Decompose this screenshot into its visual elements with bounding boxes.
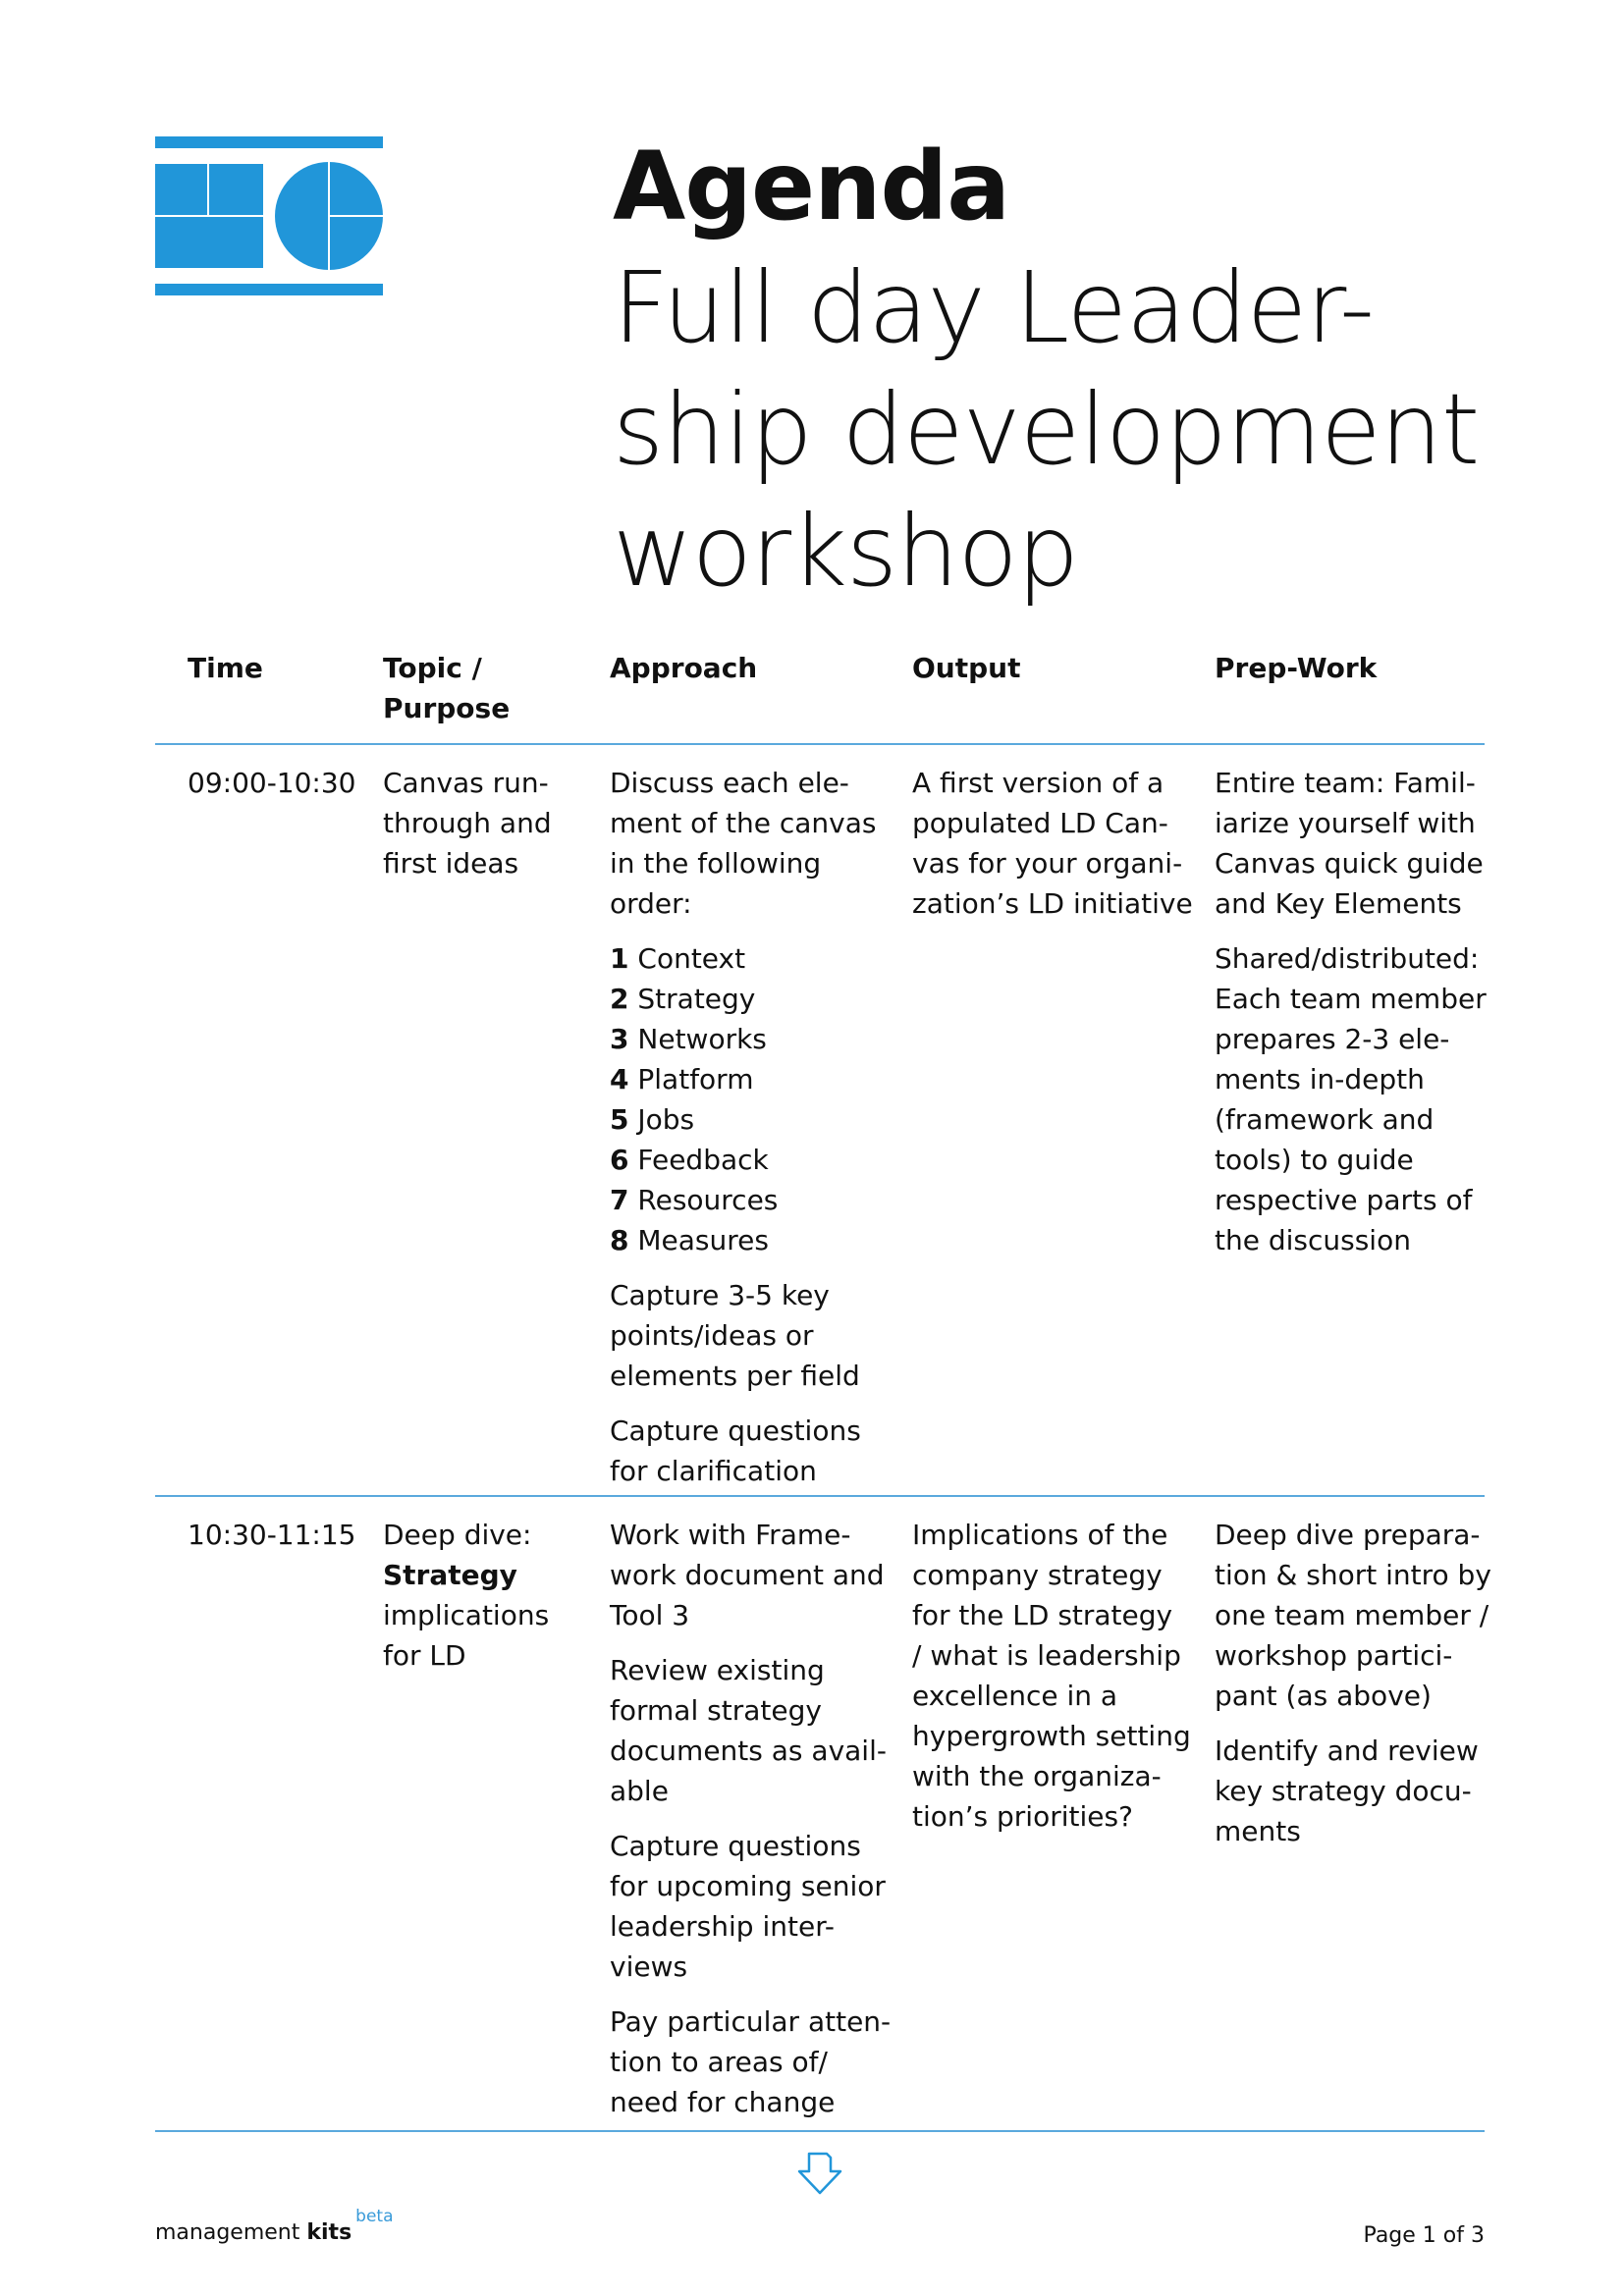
row-time: 10:30-11:15 (188, 1519, 356, 1551)
table-divider (155, 743, 1485, 745)
topic-line: through and (383, 807, 552, 839)
output-line: company strategy (912, 1559, 1163, 1591)
header-topic (383, 648, 589, 728)
canvas-logo-icon (155, 136, 383, 295)
output-line: vas for your organi- (912, 847, 1183, 880)
topic-highlight: Strategy (383, 1559, 517, 1591)
topic-line: Canvas run- (383, 767, 549, 799)
title-block (613, 126, 1555, 613)
subtitle-line: workshop (613, 494, 1079, 609)
down-arrow-icon[interactable] (797, 2152, 842, 2195)
approach-line: for upcoming senior (610, 1870, 886, 1902)
prep-line: (framework and (1215, 1103, 1435, 1136)
list-item: 8 Measures (610, 1224, 769, 1256)
approach-line: order: (610, 887, 692, 920)
output-line: excellence in a (912, 1680, 1118, 1712)
prep-line: one team member / (1215, 1599, 1489, 1631)
list-item: 7 Resources (610, 1184, 779, 1216)
page-title: Agenda (613, 132, 1009, 241)
subtitle-line: Full day Leader- (613, 250, 1375, 365)
page-indicator: Page 1 of 3 (1363, 2223, 1485, 2248)
output-line: Implications of the (912, 1519, 1168, 1551)
approach-line: views (610, 1950, 688, 1983)
prep-line: iarize yourself with (1215, 807, 1476, 839)
prep-line: prepares 2-3 ele- (1215, 1023, 1450, 1055)
approach-line: Tool 3 (610, 1599, 690, 1631)
output-line: for the LD strategy (912, 1599, 1173, 1631)
prep-line: Shared/distributed: (1215, 942, 1480, 975)
row-output (912, 763, 1197, 924)
row-approach (610, 1515, 894, 2122)
approach-line: ment of the canvas (610, 807, 877, 839)
header-topic-line: Purpose (383, 692, 511, 724)
brand-bold: kits (306, 2220, 352, 2245)
prep-line: ments (1215, 1815, 1301, 1847)
prep-line: and Key Elements (1215, 887, 1462, 920)
prep-line: Canvas quick guide (1215, 847, 1484, 880)
prep-line: the discussion (1215, 1224, 1411, 1256)
row-time: 09:00-10:30 (188, 767, 356, 799)
approach-line: Work with Frame- (610, 1519, 851, 1551)
output-line: populated LD Can- (912, 807, 1168, 839)
output-line: with the organiza- (912, 1760, 1162, 1792)
list-item: 5 Jobs (610, 1103, 695, 1136)
approach-line: able (610, 1775, 669, 1807)
approach-line: documents as avail- (610, 1735, 887, 1767)
approach-line: points/ideas or (610, 1319, 814, 1352)
approach-line: elements per field (610, 1360, 860, 1392)
prep-line: tion & short intro by (1215, 1559, 1491, 1591)
prep-line: key strategy docu- (1215, 1775, 1472, 1807)
subtitle-line: ship development (613, 372, 1480, 487)
row-topic (383, 763, 589, 883)
approach-line: Capture questions (610, 1415, 861, 1447)
footer-brand (155, 2207, 394, 2245)
topic-line: Deep dive: (383, 1519, 532, 1551)
list-item: 6 Feedback (610, 1144, 769, 1176)
approach-line: Pay particular atten- (610, 2005, 892, 2038)
topic-line: implications (383, 1599, 550, 1631)
table-divider (155, 1495, 1485, 1497)
output-line: A first version of a (912, 767, 1164, 799)
agenda-table (155, 648, 1491, 2118)
approach-line: work document and (610, 1559, 885, 1591)
output-line: hypergrowth setting (912, 1720, 1191, 1752)
approach-line: tion to areas of/ (610, 2046, 828, 2078)
approach-line: Capture questions (610, 1830, 861, 1862)
approach-line: in the following (610, 847, 822, 880)
header-output: Output (912, 652, 1021, 684)
row-prep-work (1215, 763, 1485, 1260)
canvas-element-list (610, 938, 894, 1260)
header-prep-work: Prep-Work (1215, 652, 1378, 684)
approach-line: Capture 3-5 key (610, 1279, 830, 1311)
row-prep-work (1215, 1515, 1491, 1851)
list-item: 2 Strategy (610, 983, 756, 1015)
approach-line: for clarification (610, 1455, 817, 1487)
beta-badge: beta (355, 2207, 394, 2226)
approach-line: formal strategy (610, 1694, 822, 1727)
table-divider (155, 2130, 1485, 2132)
brand-prefix: management (155, 2220, 300, 2245)
output-line: tion’s priorities? (912, 1800, 1133, 1833)
table-header-row (155, 648, 1485, 744)
approach-line: need for change (610, 2086, 836, 2118)
row-topic (383, 1515, 589, 1676)
prep-line: workshop partici- (1215, 1639, 1453, 1672)
prep-line: pant (as above) (1215, 1680, 1432, 1712)
prep-line: ments in-depth (1215, 1063, 1425, 1095)
prep-line: Deep dive prepara- (1215, 1519, 1481, 1551)
prep-line: respective parts of (1215, 1184, 1473, 1216)
topic-line: first ideas (383, 847, 519, 880)
page-subtitle (613, 247, 1555, 613)
table-row (155, 1515, 1491, 2123)
prep-line: Identify and review (1215, 1735, 1479, 1767)
row-approach (610, 763, 894, 1491)
prep-line: tools) to guide (1215, 1144, 1414, 1176)
list-item: 1 Context (610, 942, 746, 975)
header-time: Time (188, 652, 263, 684)
topic-line: for LD (383, 1639, 466, 1672)
list-item: 4 Platform (610, 1063, 754, 1095)
prep-line: Each team member (1215, 983, 1487, 1015)
output-line: zation’s LD initiative (912, 887, 1193, 920)
approach-line: Discuss each ele- (610, 767, 849, 799)
row-output (912, 1515, 1197, 1837)
header-topic-line: Topic / (383, 652, 482, 684)
output-line: / what is leadership (912, 1639, 1181, 1672)
table-row (155, 763, 1487, 1487)
approach-line: Review existing (610, 1654, 825, 1686)
list-item: 3 Networks (610, 1023, 767, 1055)
header-approach: Approach (610, 652, 758, 684)
prep-line: Entire team: Famil- (1215, 767, 1476, 799)
approach-line: leadership inter- (610, 1910, 836, 1943)
